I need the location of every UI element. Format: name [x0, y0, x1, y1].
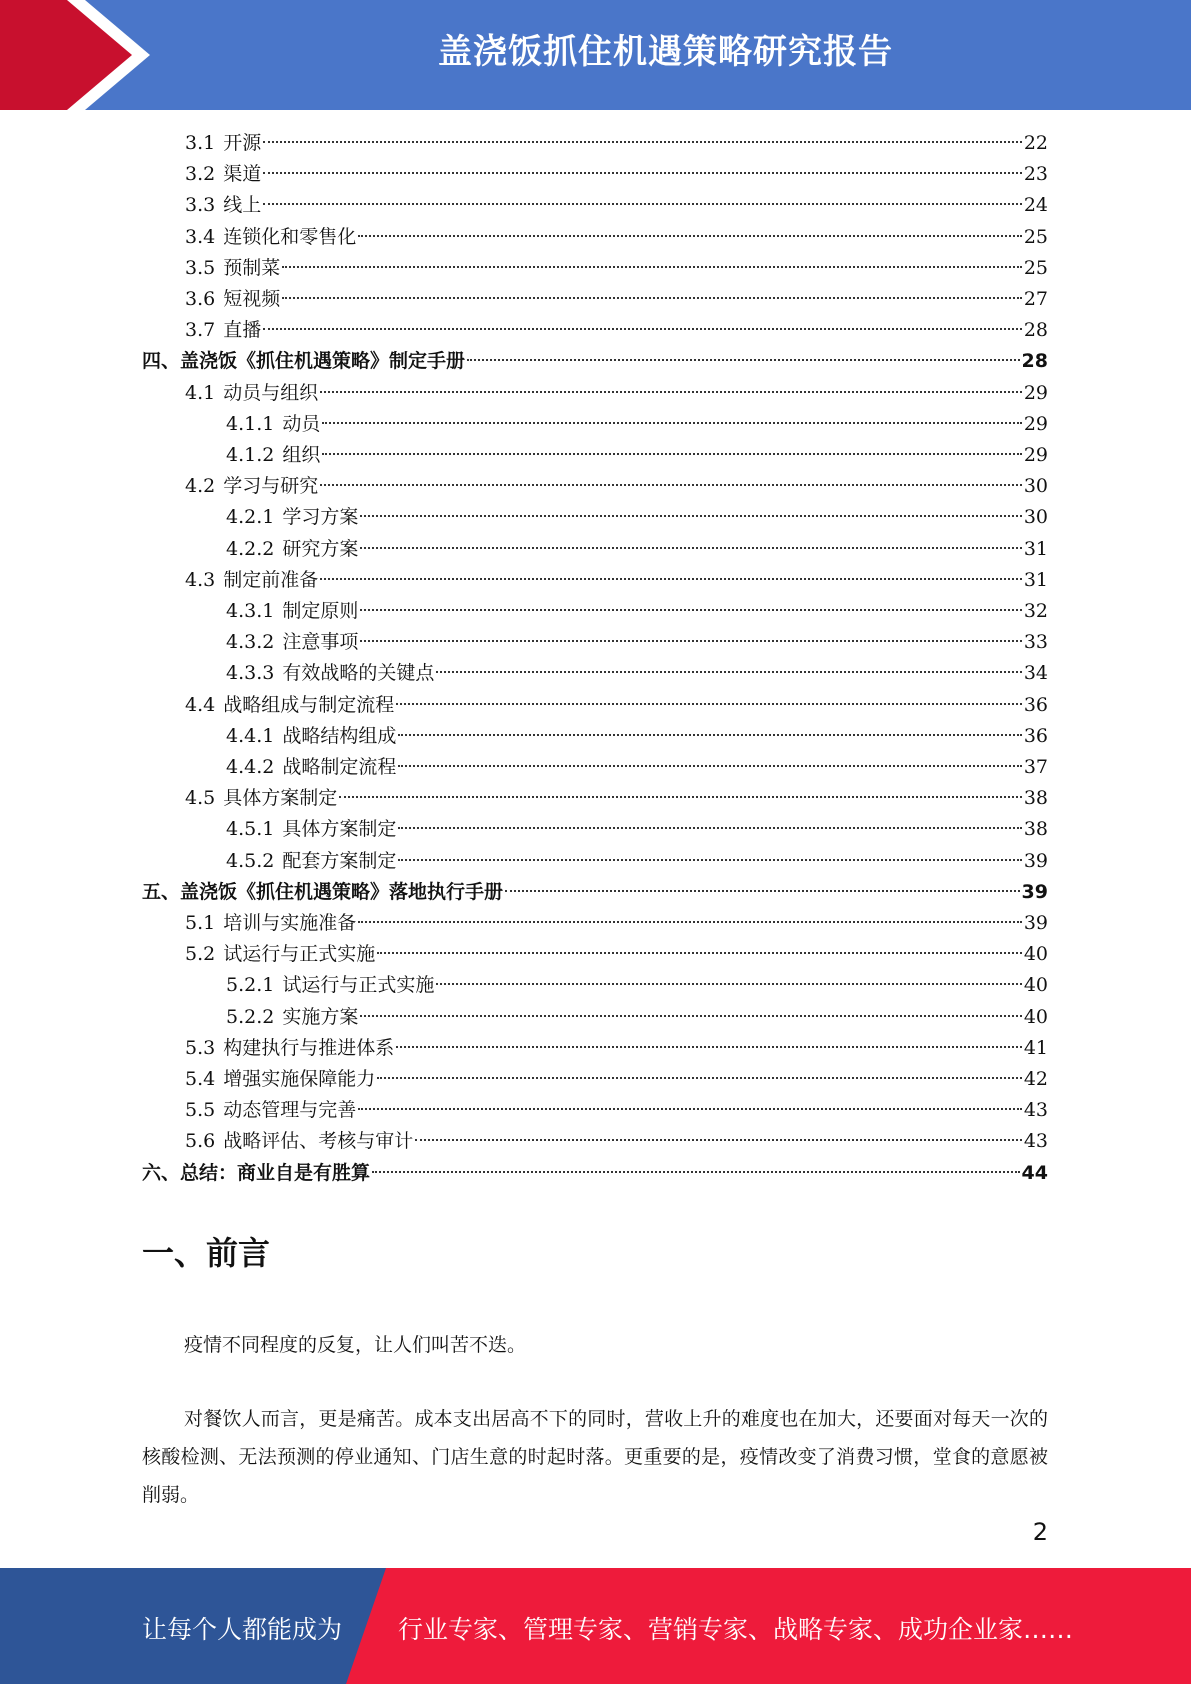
toc-leader-dots	[282, 266, 1022, 268]
toc-entry-number: 3.2	[185, 163, 216, 186]
toc-entry-page: 32	[1023, 600, 1048, 622]
toc-entry-number: 5.2	[185, 943, 216, 966]
toc-leader-dots	[360, 547, 1021, 549]
toc-entry-page: 44	[1021, 1161, 1048, 1184]
toc-entry-number: 3.6	[185, 288, 216, 310]
toc-leader-dots	[398, 765, 1021, 767]
toc-entry-title: 增强实施保障能力	[223, 1068, 376, 1090]
paragraph: 疫情不同程度的反复，让人们叫苦不迭。	[184, 1334, 527, 1356]
toc-entry-page: 23	[1023, 163, 1048, 186]
toc-leader-dots	[358, 235, 1022, 237]
toc-entry-title: 学习方案	[282, 506, 359, 529]
toc-entry[interactable]	[226, 409, 1048, 440]
toc-entry-page: 31	[1023, 568, 1048, 591]
toc-entry-page: 30	[1023, 506, 1048, 529]
toc-entry-number: 4.1.1	[226, 412, 275, 435]
toc-entry-title: 试运行与正式实施	[223, 943, 376, 966]
toc-entry-title: 战略制定流程	[282, 756, 397, 778]
toc-entry-title: 线上	[223, 194, 262, 217]
toc-entry[interactable]	[226, 658, 1048, 689]
toc-leader-dots	[377, 1077, 1022, 1079]
toc-entry-number: 4.3	[185, 568, 216, 591]
toc-entry[interactable]	[185, 253, 1048, 284]
toc-entry-page: 36	[1023, 724, 1048, 747]
toc-entry[interactable]	[185, 284, 1048, 315]
toc-entry-title: 具体方案制定	[282, 818, 397, 841]
toc-entry-page: 29	[1023, 444, 1048, 466]
toc-entry[interactable]	[185, 159, 1048, 190]
toc-entry-number: 4.2.1	[226, 506, 275, 529]
toc-entry-title: 六、总结：商业自是有胜算	[142, 1161, 371, 1184]
toc-entry-title: 战略组成与制定流程	[223, 693, 395, 716]
toc-entry-title: 研究方案	[282, 537, 359, 560]
page-number: 2	[1032, 1518, 1048, 1546]
toc-entry-page: 40	[1023, 974, 1048, 997]
toc-entry[interactable]	[185, 471, 1048, 502]
toc-entry-title: 渠道	[223, 163, 262, 186]
toc-entry[interactable]	[185, 1033, 1048, 1064]
toc-leader-dots	[282, 297, 1022, 299]
toc-leader-dots	[436, 983, 1021, 985]
toc-entry-page: 29	[1023, 412, 1048, 435]
toc-leader-dots	[358, 1108, 1022, 1110]
toc-entry-number: 5.3	[185, 1036, 216, 1059]
toc-entry-page: 38	[1023, 787, 1048, 810]
toc-leader-dots	[339, 796, 1022, 798]
toc-entry-title: 五、盖浇饭《抓住机遇策略》落地执行手册	[142, 880, 504, 903]
toc-entry[interactable]	[185, 1126, 1048, 1157]
toc-entry-title: 制定前准备	[223, 568, 319, 591]
toc-entry-page: 40	[1023, 1005, 1048, 1028]
toc-entry-number: 3.5	[185, 256, 216, 279]
toc-leader-dots	[320, 484, 1022, 486]
toc-entry-page: 28	[1021, 350, 1048, 373]
section-heading: 一、前言	[142, 1234, 271, 1272]
toc-entry[interactable]	[226, 440, 1048, 471]
toc-entry-title: 战略评估、考核与审计	[223, 1130, 414, 1153]
toc-entry-page: 38	[1023, 818, 1048, 841]
toc-leader-dots	[415, 1139, 1022, 1141]
toc-entry-page: 24	[1023, 194, 1048, 217]
toc-entry-number: 4.4.1	[226, 724, 275, 747]
toc-leader-dots	[263, 172, 1022, 174]
toc-entry-number: 3.7	[185, 319, 216, 342]
toc-entry[interactable]	[226, 1002, 1048, 1033]
toc-leader-dots	[360, 640, 1021, 642]
toc-entry-title: 有效战略的关键点	[282, 662, 435, 685]
toc-entry-number: 4.5.1	[226, 818, 275, 841]
toc-entry-title: 组织	[282, 444, 321, 466]
toc-entry-page: 36	[1023, 693, 1048, 716]
toc-leader-dots	[263, 141, 1022, 143]
toc-entry-page: 29	[1023, 381, 1048, 404]
toc-entry-number: 4.5	[185, 787, 216, 810]
toc-entry-page: 34	[1023, 662, 1048, 685]
toc-entry[interactable]	[185, 565, 1048, 596]
toc-entry-title: 开源	[223, 132, 262, 154]
toc-leader-dots	[398, 859, 1021, 861]
toc-leader-dots	[360, 515, 1021, 517]
toc-leader-dots	[320, 391, 1022, 393]
toc-leader-dots	[505, 890, 1020, 892]
toc-entry-title: 构建执行与推进体系	[223, 1036, 395, 1059]
toc-leader-dots	[360, 1015, 1021, 1017]
toc-entry-title: 动员与组织	[223, 381, 319, 404]
toc-entry-number: 3.4	[185, 225, 216, 248]
toc-entry-page: 28	[1023, 319, 1048, 342]
toc-entry-page: 31	[1023, 537, 1048, 560]
toc-entry-page: 42	[1023, 1068, 1048, 1090]
toc-entry-page: 37	[1023, 756, 1048, 778]
toc-leader-dots	[322, 453, 1021, 455]
toc-entry-page: 43	[1023, 1099, 1048, 1122]
footer-slogan: 让每个人都能成为	[142, 1615, 343, 1644]
toc-entry-page: 39	[1021, 880, 1048, 903]
toc-leader-dots	[358, 921, 1022, 923]
toc-leader-dots	[263, 203, 1022, 205]
toc-entry-title: 预制菜	[223, 256, 281, 279]
toc-entry-title: 连锁化和零售化	[223, 225, 357, 248]
toc-entry-title: 培训与实施准备	[223, 912, 357, 934]
toc-entry-page: 39	[1023, 849, 1048, 872]
footer-roles: 行业专家、管理专家、营销专家、战略专家、成功企业家……	[398, 1615, 1074, 1644]
toc-entry-page: 40	[1023, 943, 1048, 966]
toc-entry-page: 25	[1023, 225, 1048, 248]
toc-entry-number: 3.1	[185, 132, 216, 154]
toc-entry[interactable]	[226, 752, 1048, 783]
toc-entry-title: 具体方案制定	[223, 787, 338, 810]
toc-entry[interactable]	[226, 970, 1048, 1001]
toc-entry-number: 5.4	[185, 1068, 216, 1090]
toc-entry-number: 4.3.2	[226, 631, 275, 654]
toc-entry[interactable]	[185, 222, 1048, 253]
toc-entry-page: 33	[1023, 631, 1048, 654]
toc-entry[interactable]	[185, 783, 1048, 814]
toc-entry-number: 4.2	[185, 475, 216, 498]
toc-entry[interactable]	[226, 846, 1048, 877]
toc-entry-title: 直播	[223, 319, 262, 342]
toc-entry[interactable]	[185, 190, 1048, 221]
toc-entry[interactable]	[185, 908, 1048, 939]
toc-entry-number: 4.1.2	[226, 444, 275, 466]
toc-entry[interactable]	[226, 721, 1048, 752]
toc-entry[interactable]	[185, 378, 1048, 409]
toc-entry[interactable]	[142, 877, 1048, 908]
toc-entry-title: 试运行与正式实施	[282, 974, 435, 997]
toc-entry-number: 4.3.3	[226, 662, 275, 685]
toc-entry-number: 4.2.2	[226, 537, 275, 560]
toc-entry[interactable]	[226, 814, 1048, 845]
toc-leader-dots	[320, 578, 1022, 580]
toc-entry-title: 注意事项	[282, 631, 359, 654]
toc-entry-number: 4.4	[185, 693, 216, 716]
toc-leader-dots	[360, 609, 1021, 611]
toc-entry-number: 5.6	[185, 1130, 216, 1153]
toc-entry-page: 43	[1023, 1130, 1048, 1153]
toc-entry-title: 短视频	[223, 288, 281, 310]
toc-entry-title: 制定原则	[282, 600, 359, 622]
toc-entry[interactable]	[226, 596, 1048, 627]
toc-entry[interactable]	[226, 502, 1048, 533]
toc-entry[interactable]	[226, 534, 1048, 565]
toc-leader-dots	[398, 827, 1021, 829]
toc-entry[interactable]	[185, 1064, 1048, 1095]
toc-leader-dots	[396, 1046, 1022, 1048]
toc-leader-dots	[436, 671, 1021, 673]
toc-entry[interactable]	[185, 315, 1048, 346]
toc-leader-dots	[467, 359, 1020, 361]
toc-entry-page: 27	[1023, 288, 1048, 310]
toc-entry-number: 4.4.2	[226, 756, 275, 778]
toc-entry-number: 5.2.1	[226, 974, 275, 997]
page-header	[0, 0, 1191, 110]
toc-entry-title: 四、盖浇饭《抓住机遇策略》制定手册	[142, 350, 466, 373]
toc-entry-number: 5.5	[185, 1099, 216, 1122]
toc-entry[interactable]	[226, 627, 1048, 658]
toc-entry-title: 配套方案制定	[282, 849, 397, 872]
toc-entry-number: 5.2.2	[226, 1005, 275, 1028]
toc-entry-page: 41	[1023, 1036, 1048, 1059]
toc-entry[interactable]	[142, 346, 1048, 377]
toc-entry-title: 动员	[282, 412, 321, 435]
toc-entry-number: 4.5.2	[226, 849, 275, 872]
paragraph: 对餐饮人而言，更是痛苦。成本支出居高不下的同时，营收上升的难度也在加大，还要面对每天一次的核酸检测、无法预测的停业通知、门店生意的时起时落。更重要的是，疫情改变了消费习惯，堂食的意愿被削弱。	[142, 1408, 1048, 1506]
report-title: 盖浇饭抓住机遇策略研究报告	[438, 32, 893, 72]
toc-entry-number: 5.1	[185, 912, 216, 934]
page-footer	[0, 1568, 1191, 1684]
toc-entry-page: 39	[1023, 912, 1048, 934]
toc-entry-title: 实施方案	[282, 1005, 359, 1028]
toc-entry-page: 30	[1023, 475, 1048, 498]
toc-leader-dots	[396, 703, 1022, 705]
toc-entry[interactable]	[185, 128, 1048, 159]
toc-leader-dots	[322, 422, 1021, 424]
toc-entry[interactable]	[185, 939, 1048, 970]
toc-entry-page: 22	[1023, 132, 1048, 154]
toc-leader-dots	[398, 734, 1021, 736]
toc-entry[interactable]	[185, 1095, 1048, 1126]
toc-entry-number: 3.3	[185, 194, 216, 217]
toc-entry-number: 4.1	[185, 381, 216, 404]
toc-leader-dots	[263, 328, 1022, 330]
toc-entry-number: 4.3.1	[226, 600, 275, 622]
toc-leader-dots	[377, 952, 1022, 954]
toc-entry-title: 学习与研究	[223, 475, 319, 498]
toc-entry[interactable]	[142, 1158, 1048, 1189]
toc-entry[interactable]	[185, 690, 1048, 721]
toc-entry-page: 25	[1023, 256, 1048, 279]
toc-entry-title: 战略结构组成	[282, 724, 397, 747]
toc-entry-title: 动态管理与完善	[223, 1099, 357, 1122]
toc-leader-dots	[372, 1171, 1020, 1173]
